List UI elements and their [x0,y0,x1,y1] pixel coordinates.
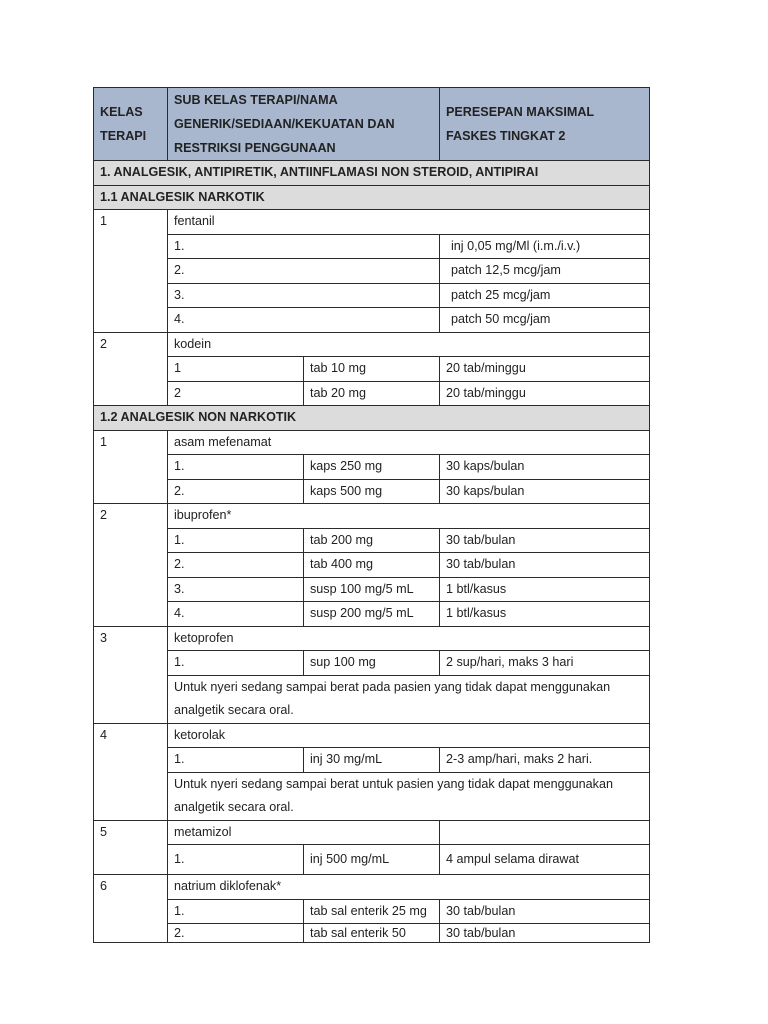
item-form [304,259,440,284]
item-number: 1. [168,455,304,480]
item-max: 20 tab/minggu [440,381,650,406]
item-max: 1 btl/kasus [440,602,650,627]
drug-name: ketorolak [168,723,650,748]
item-form: kaps 500 mg [304,479,440,504]
item-number: 2. [168,479,304,504]
drug-number: 6 [94,875,168,943]
table-row [94,899,650,924]
subsection-row [94,406,650,431]
item-form: inj 500 mg/mL [304,845,440,875]
item-max: patch 50 mcg/jam [440,308,650,333]
subsection-row [94,185,650,210]
table-row [94,381,650,406]
item-number: 2. [168,924,304,943]
subsection-title-2: 1.2 ANALGESIK NON NARKOTIK [94,406,650,431]
item-max: 2-3 amp/hari, maks 2 hari. [440,748,650,773]
item-number: 3. [168,577,304,602]
table-row [94,845,650,875]
item-max: patch 25 mcg/jam [440,283,650,308]
table-row [94,455,650,480]
table-row [94,553,650,578]
note-row [94,772,650,820]
header-sub-kelas: SUB KELAS TERAPI/NAMA GENERIK/SEDIAAN/KEKUATAN DAN RESTRIKSI PENGGUNAAN [168,88,440,161]
item-form [304,308,440,333]
item-form: tab 20 mg [304,381,440,406]
item-form [304,234,440,259]
table-row [94,479,650,504]
drug-number: 2 [94,504,168,627]
drug-row [94,210,650,235]
item-number: 4. [168,308,304,333]
drug-number: 1 [94,210,168,333]
drug-name: kodein [168,332,650,357]
drug-number: 3 [94,626,168,723]
restriction-note: Untuk nyeri sedang sampai berat pada pasien yang tidak dapat menggunakan analgetik secara oral. [168,675,650,723]
subsection-title-1: 1.1 ANALGESIK NARKOTIK [94,185,650,210]
table-row [94,577,650,602]
item-max: 2 sup/hari, maks 3 hari [440,651,650,676]
drug-name: ketoprofen [168,626,650,651]
item-number: 4. [168,602,304,627]
item-max: 4 ampul selama dirawat [440,845,650,875]
table-row [94,602,650,627]
drug-name: metamizol [168,820,440,845]
section-row [94,161,650,186]
item-number: 1. [168,899,304,924]
item-max: 30 tab/bulan [440,528,650,553]
drug-row [94,723,650,748]
item-number: 2. [168,259,304,284]
item-number: 2 [168,381,304,406]
item-number: 1 [168,357,304,382]
item-form: tab 400 mg [304,553,440,578]
item-max: patch 12,5 mcg/jam [440,259,650,284]
item-form: susp 200 mg/5 mL [304,602,440,627]
header-peresepan-maksimal: PERESEPAN MAKSIMAL FASKES TINGKAT 2 [440,88,650,161]
item-number: 3. [168,283,304,308]
drug-row [94,332,650,357]
item-number: 2. [168,553,304,578]
drug-name: asam mefenamat [168,430,650,455]
table-row [94,748,650,773]
table-row [94,528,650,553]
section-title: 1. ANALGESIK, ANTIPIRETIK, ANTIINFLAMASI NON STEROID, ANTIPIRAI [94,161,650,186]
drug-row [94,626,650,651]
item-form: tab 200 mg [304,528,440,553]
item-form: tab sal enterik 25 mg [304,899,440,924]
drug-number: 4 [94,723,168,820]
item-form: susp 100 mg/5 mL [304,577,440,602]
drug-row [94,430,650,455]
item-form: sup 100 mg [304,651,440,676]
drug-name: fentanil [168,210,650,235]
restriction-note: Untuk nyeri sedang sampai berat untuk pasien yang tidak dapat menggunakan analgetik secara oral. [168,772,650,820]
item-max: inj 0,05 mg/Ml (i.m./i.v.) [440,234,650,259]
table-row [94,357,650,382]
item-number: 1. [168,748,304,773]
table-row [94,651,650,676]
item-number: 1. [168,651,304,676]
item-max: 30 tab/bulan [440,553,650,578]
item-max: 1 btl/kasus [440,577,650,602]
item-max: 30 tab/bulan [440,924,650,943]
note-row [94,675,650,723]
table-row [94,259,650,284]
item-form: tab sal enterik 50 [304,924,440,943]
drug-name: natrium diklofenak* [168,875,650,900]
header-kelas-terapi: KELAS TERAPI [94,88,168,161]
item-max: 30 kaps/bulan [440,455,650,480]
table-row [94,283,650,308]
empty-cell [440,820,650,845]
item-form: tab 10 mg [304,357,440,382]
item-number: 1. [168,845,304,875]
item-number: 1. [168,528,304,553]
drug-row [94,504,650,529]
formulary-table [93,87,650,943]
drug-number: 2 [94,332,168,406]
item-max: 20 tab/minggu [440,357,650,382]
drug-row [94,875,650,900]
drug-number: 5 [94,820,168,875]
item-max: 30 kaps/bulan [440,479,650,504]
item-form [304,283,440,308]
table-row [94,234,650,259]
drug-row [94,820,650,845]
table-row [94,308,650,333]
item-number: 1. [168,234,304,259]
item-max: 30 tab/bulan [440,899,650,924]
table-header-row [94,88,650,161]
item-form: kaps 250 mg [304,455,440,480]
drug-name: ibuprofen* [168,504,650,529]
table-row [94,924,650,943]
drug-number: 1 [94,430,168,504]
item-form: inj 30 mg/mL [304,748,440,773]
